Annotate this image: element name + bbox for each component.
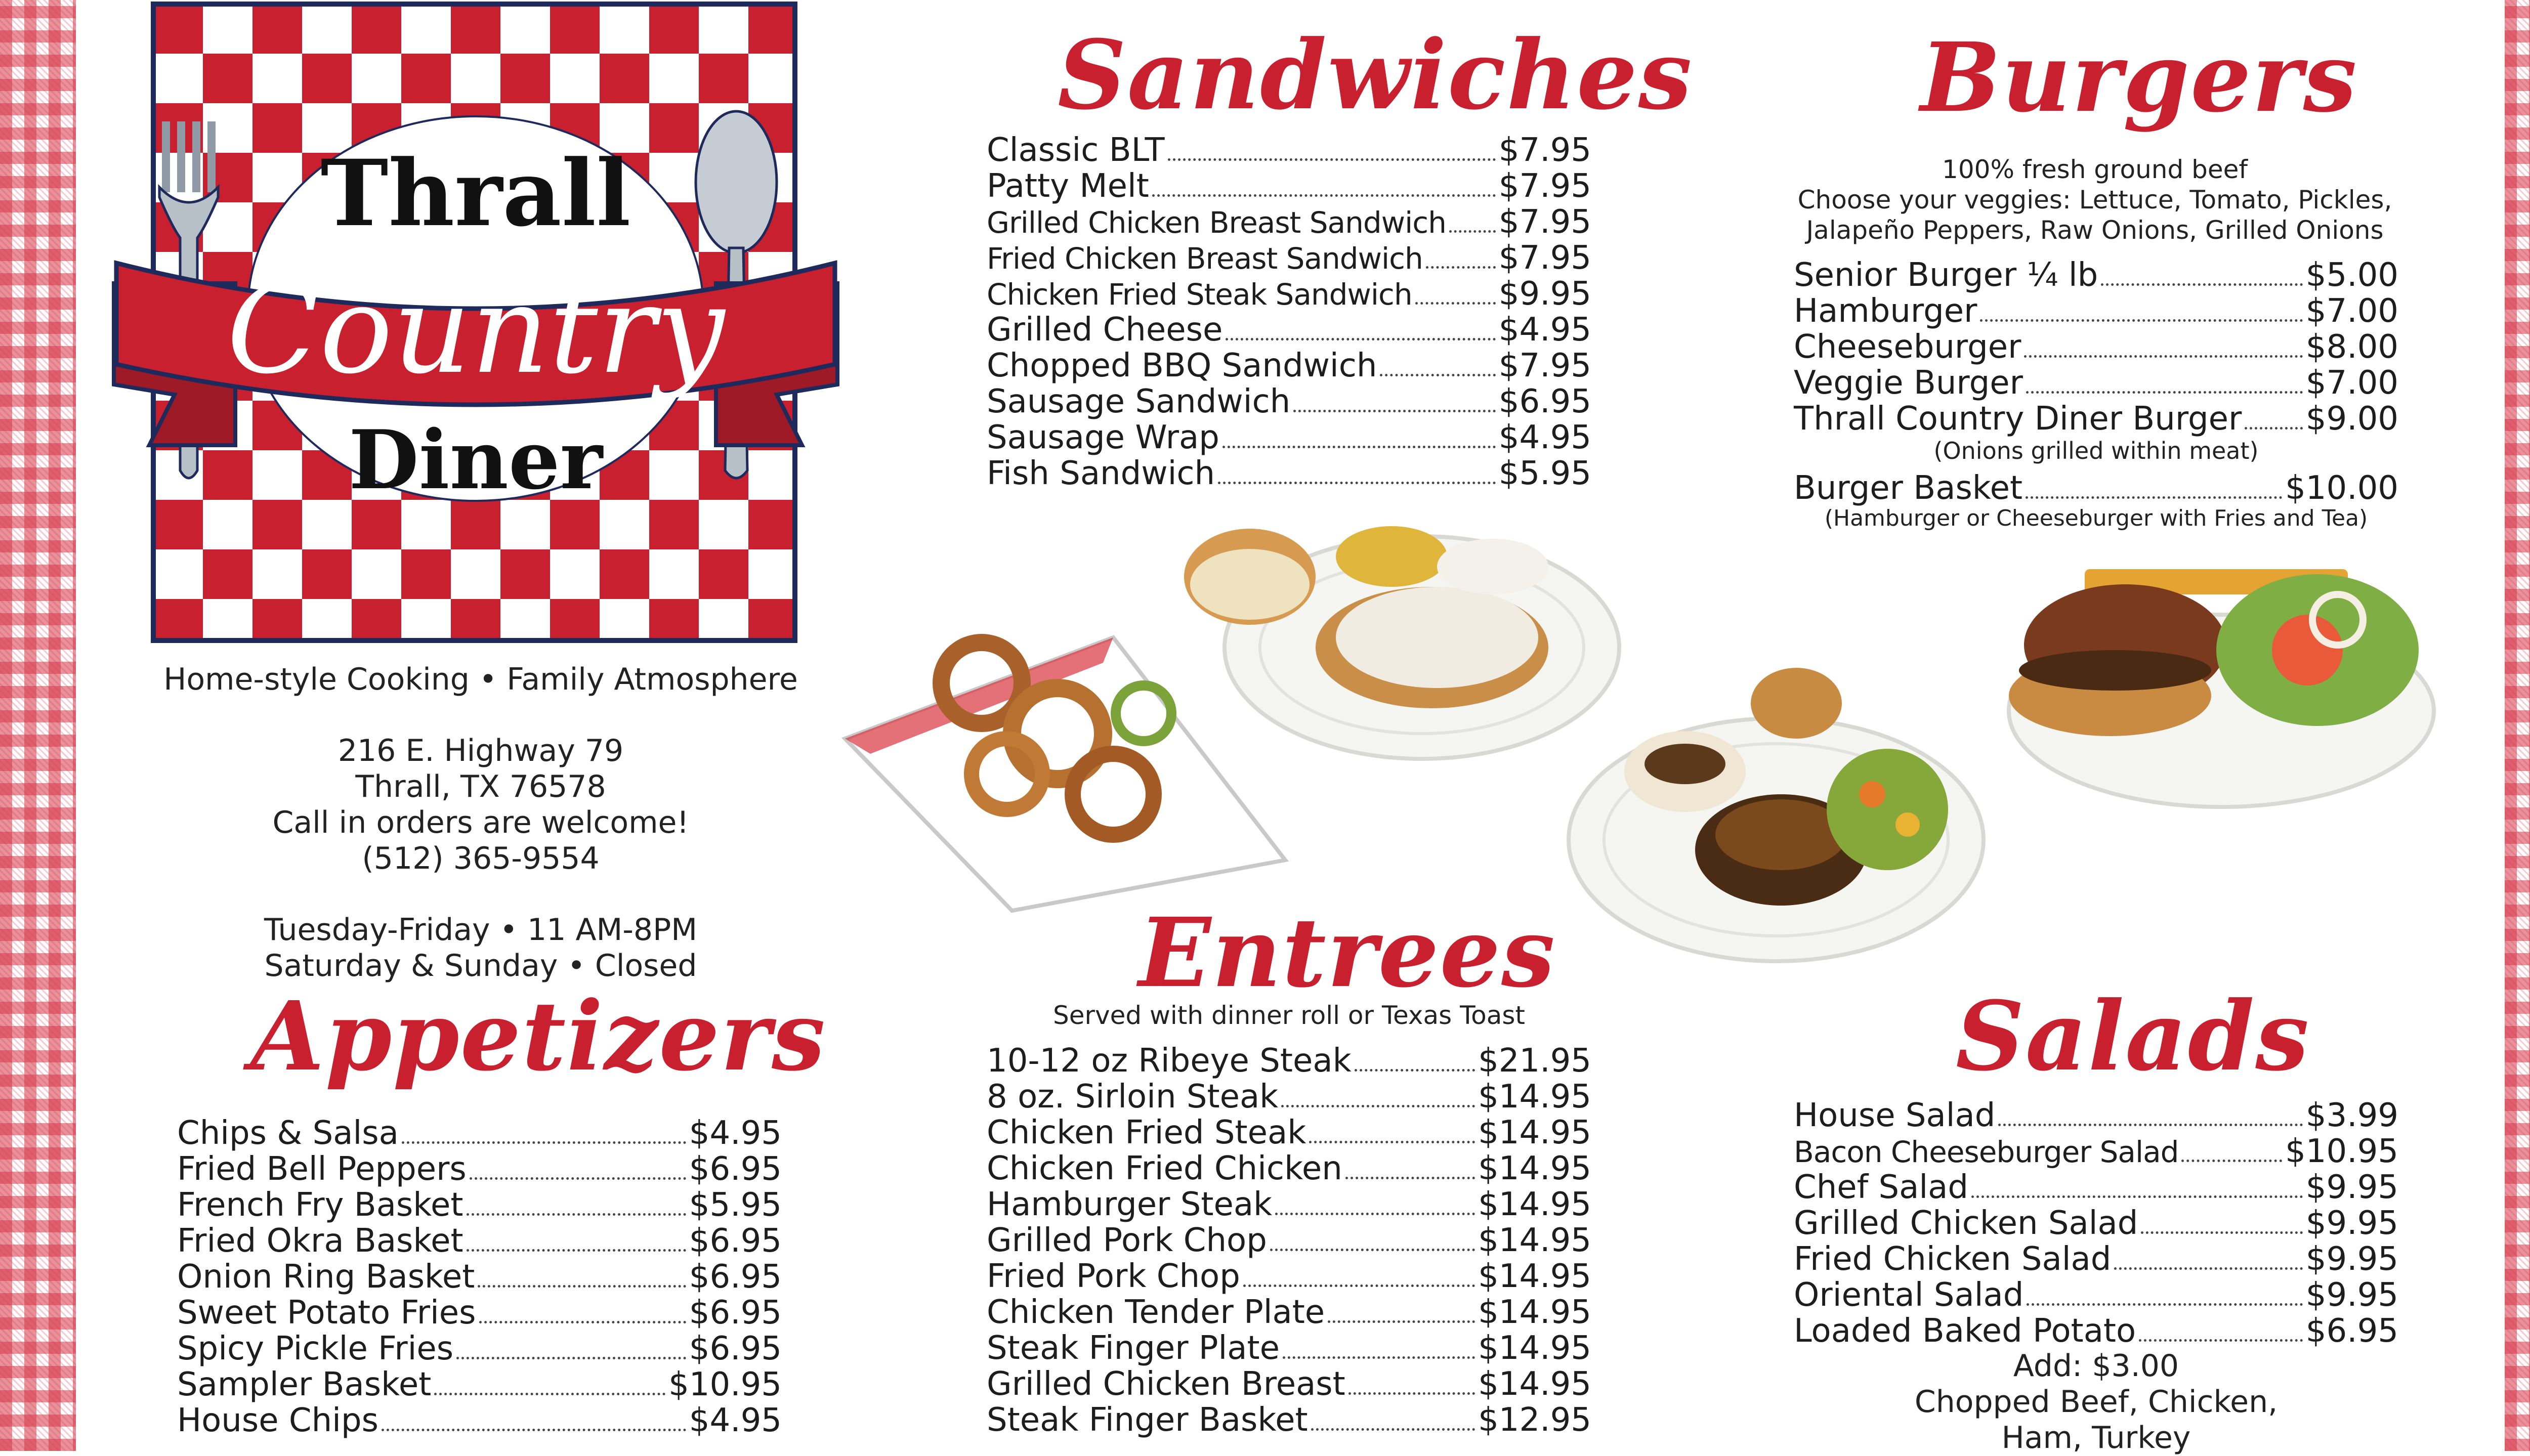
list-item: Sampler Basket $10.95 bbox=[177, 1366, 782, 1403]
salad-add-price: Add: $3.00 bbox=[2013, 1348, 2179, 1384]
hours-weekday: Tuesday-Friday • 11 AM-8PM bbox=[264, 912, 698, 948]
diner-logo bbox=[109, 0, 842, 658]
burgers-title: Burgers bbox=[1920, 22, 2358, 134]
hours-weekend: Saturday & Sunday • Closed bbox=[264, 948, 697, 983]
bacon-cheeseburger-photo bbox=[1994, 549, 2449, 812]
salads-title: Salads bbox=[1956, 980, 2310, 1092]
gingham-border-left bbox=[0, 0, 76, 1451]
list-item: Chicken Tender Plate $14.95 bbox=[987, 1294, 1591, 1331]
logo-word-diner: Diner bbox=[349, 412, 603, 507]
diner-info bbox=[126, 662, 835, 984]
list-item: Chicken Fried Steak Sandwich $9.95 bbox=[987, 275, 1591, 313]
list-item: Chef Salad $9.95 bbox=[1794, 1169, 2398, 1206]
burgers-note-veggies-1: Choose your veggies: Lettuce, Tomato, Pickles, bbox=[1797, 185, 2392, 215]
logo-word-thrall: Thrall bbox=[320, 140, 631, 247]
list-item: House Chips $4.95 bbox=[177, 1402, 782, 1439]
list-item: Steak Finger Basket $12.95 bbox=[987, 1401, 1591, 1439]
list-item: Fish Sandwich $5.95 bbox=[987, 455, 1591, 492]
diner-burger-note: (Onions grilled within meat) bbox=[1933, 437, 2259, 464]
burgers-note-beef: 100% fresh ground beef bbox=[1942, 155, 2248, 184]
list-item: Chips & Salsa $4.95 bbox=[177, 1115, 782, 1152]
list-item: 10-12 oz Ribeye Steak $21.95 bbox=[987, 1042, 1591, 1080]
salad-add-options-2: Ham, Turkey bbox=[2001, 1420, 2191, 1455]
salad-add-ons bbox=[1794, 1348, 2398, 1456]
entrees-subtitle: Served with dinner roll or Texas Toast bbox=[1052, 1001, 1526, 1030]
gingham-border-right bbox=[2505, 0, 2530, 1451]
burger-basket-note: (Hamburger or Cheeseburger with Fries and Tea) bbox=[1824, 505, 2368, 531]
call-in-note: Call in orders are welcome! bbox=[272, 805, 689, 840]
list-item: Spicy Pickle Fries $6.95 bbox=[177, 1330, 782, 1367]
salad-add-options-1: Chopped Beef, Chicken, bbox=[1914, 1384, 2278, 1420]
chicken-fried-steak-plate-photo bbox=[1179, 501, 1624, 769]
list-item: Oriental Salad $9.95 bbox=[1794, 1276, 2398, 1314]
list-item: Fried Okra Basket $6.95 bbox=[177, 1222, 782, 1260]
list-item: Classic BLT $7.95 bbox=[987, 132, 1591, 169]
list-item: Onion Ring Basket $6.95 bbox=[177, 1258, 782, 1296]
list-item: Loaded Baked Potato $6.95 bbox=[1794, 1312, 2398, 1350]
list-item: Grilled Chicken Salad $9.95 bbox=[1794, 1205, 2398, 1242]
list-item: Steak Finger Plate $14.95 bbox=[987, 1330, 1591, 1367]
appetizers-list bbox=[177, 1116, 782, 1439]
list-item: Sweet Potato Fries $6.95 bbox=[177, 1294, 782, 1332]
list-item: Fried Chicken Salad $9.95 bbox=[1794, 1240, 2398, 1278]
list-item: Patty Melt $7.95 bbox=[987, 167, 1591, 205]
address-line-1: 216 E. Highway 79 bbox=[338, 733, 624, 768]
list-item: 8 oz. Sirloin Steak $14.95 bbox=[987, 1078, 1591, 1116]
list-item: Cheeseburger $8.00 bbox=[1794, 328, 2398, 366]
list-item: Bacon Cheeseburger Salad $10.95 bbox=[1794, 1133, 2398, 1170]
burgers-note-veggies-2: Jalapeño Peppers, Raw Onions, Grilled Onions bbox=[1806, 216, 2384, 245]
tagline: Home-style Cooking • Family Atmosphere bbox=[163, 662, 798, 697]
sandwiches-list bbox=[987, 133, 1591, 492]
list-item: Senior Burger ¼ lb $5.00 bbox=[1794, 256, 2398, 294]
list-item: Grilled Chicken Breast $14.95 bbox=[987, 1365, 1591, 1403]
burgers-notes bbox=[1791, 154, 2398, 245]
entrees-list bbox=[987, 1043, 1591, 1438]
burgers-list bbox=[1794, 258, 2398, 437]
list-item: Chicken Fried Chicken $14.95 bbox=[987, 1150, 1591, 1187]
list-item: Hamburger Steak $14.95 bbox=[987, 1186, 1591, 1223]
list-item: Hamburger $7.00 bbox=[1794, 292, 2398, 330]
list-item: Burger Basket $10.00 bbox=[1794, 469, 2398, 507]
list-item: Grilled Pork Chop $14.95 bbox=[987, 1222, 1591, 1259]
sandwiches-title: Sandwiches bbox=[1058, 19, 1693, 131]
logo-word-country: Country bbox=[226, 259, 725, 401]
list-item: Veggie Burger $7.00 bbox=[1794, 364, 2398, 402]
list-item: Fried Chicken Breast Sandwich $7.95 bbox=[987, 239, 1591, 277]
list-item: Sausage Sandwich $6.95 bbox=[987, 383, 1591, 420]
address-line-2: Thrall, TX 76578 bbox=[355, 769, 606, 804]
list-item: Chicken Fried Steak $14.95 bbox=[987, 1114, 1591, 1151]
list-item: Chopped BBQ Sandwich $7.95 bbox=[987, 347, 1591, 384]
appetizers-title: Appetizers bbox=[250, 980, 826, 1092]
list-item: Grilled Cheese $4.95 bbox=[987, 311, 1591, 349]
entrees-title: Entrees bbox=[1138, 897, 1556, 1009]
burger-basket-list bbox=[1794, 470, 2398, 506]
list-item: Sausage Wrap $4.95 bbox=[987, 419, 1591, 456]
salads-list bbox=[1794, 1098, 2398, 1349]
list-item: Thrall Country Diner Burger $9.00 bbox=[1794, 400, 2398, 438]
list-item: House Salad $3.99 bbox=[1794, 1097, 2398, 1134]
list-item: Fried Bell Peppers $6.95 bbox=[177, 1150, 782, 1188]
phone-number: (512) 365-9554 bbox=[362, 841, 600, 876]
hamburger-steak-plate-photo bbox=[1558, 663, 2004, 966]
list-item: Grilled Chicken Breast Sandwich $7.95 bbox=[987, 203, 1591, 241]
list-item: French Fry Basket $5.95 bbox=[177, 1186, 782, 1224]
list-item: Fried Pork Chop $14.95 bbox=[987, 1258, 1591, 1295]
